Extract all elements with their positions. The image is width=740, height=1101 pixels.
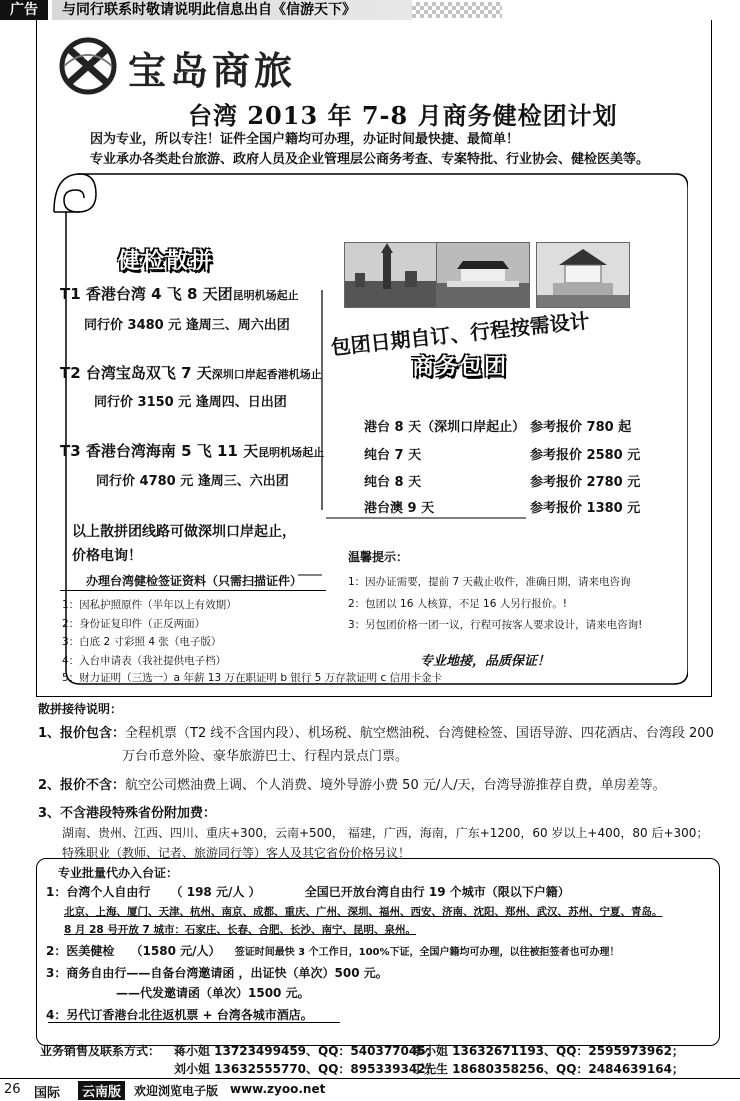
surcharge-text: 湖南、贵州、江西、四川、重庆+300，云南+500， 福建，广西，海南，广东+1200，60 岁以上+400，80 后+300； xyxy=(62,826,709,840)
visa-doc-item: 1：因私护照原件（半年以上有效期） xyxy=(62,599,237,611)
contact-4: 丁先生 18680358256、QQ：2484639164； xyxy=(412,1062,684,1076)
details-title: 散拼接待说明： xyxy=(38,702,123,716)
route-t3-note: 昆明机场起止 xyxy=(258,446,325,459)
package-row xyxy=(364,497,664,516)
footer-rule xyxy=(0,1078,740,1079)
price-include xyxy=(38,722,714,741)
package-name: 纯台 8 天 xyxy=(364,475,422,490)
route-t2-note: 深圳口岸起香港机场止 xyxy=(211,368,322,381)
item1-cities: 全国已开放台湾自由行 19 个城市（限以下户籍） xyxy=(304,885,570,899)
tours-title: 健检散拼 xyxy=(118,249,215,274)
package-price: 参考报价 2780 元 xyxy=(530,475,641,490)
agency-item-1 xyxy=(46,883,570,900)
palace-museum-photo xyxy=(436,242,530,308)
package-price: 参考报价 1380 元 xyxy=(530,501,641,516)
visa-docs-title: 办理台湾健检签证资料（只需扫描证件） xyxy=(86,574,303,588)
visa-doc-item: 5：财力证明（三选一）a 年薪 13 万在职证明 b 银行 5 万存款证明 c 信用卡金卡 xyxy=(62,672,443,684)
footer-edition: 云南版 xyxy=(78,1081,125,1100)
item4-underline xyxy=(48,1022,340,1023)
page-number: 26 xyxy=(4,1082,21,1097)
tip-item: 3：另包团价格一团一议，行程可按客人要求设计，请来电咨询! xyxy=(348,619,643,631)
custom-headline: 包团日期自订、行程按需设计 xyxy=(329,308,591,360)
contact-2: 李小姐 13632671193、QQ：2595973962； xyxy=(412,1044,684,1058)
package-name: 纯台 7 天 xyxy=(364,448,422,463)
package-row xyxy=(364,416,664,435)
route-t1-name: T1 香港台湾 4 飞 8 天团 xyxy=(60,285,233,303)
brand-name: 宝岛商旅 xyxy=(128,48,297,93)
memorial-hall-photo xyxy=(536,242,630,308)
surcharge-label: 3、不含港段特殊省份附加费： xyxy=(38,806,217,821)
route-t1 xyxy=(60,283,299,304)
taipei-skyline-photo xyxy=(344,242,438,308)
tips-title: 温馨提示： xyxy=(348,550,409,564)
agency-item-3: 3：商务自由行——自备台湾邀请函 ，出证快（单次）500 元。 xyxy=(46,966,388,980)
contact-label: 业务销售及联系方式： xyxy=(40,1044,161,1058)
item2-note: 签证时间最快 3 个工作日，100%下证，全国户籍均可办理，以往被拒签者也可办理！ xyxy=(234,947,620,958)
slogan-line-1: 因为专业，所以专注！证件全国户籍均可办理，办证时间最快捷、最简单！ xyxy=(90,132,520,147)
agency-item-3-cont: ——代发邀请函（单次）1500 元。 xyxy=(116,986,310,1000)
route-t1-price: 同行价 3480 元 逢周三、周六出团 xyxy=(84,318,290,333)
footer-welcome: 欢迎浏览电子版 xyxy=(134,1084,219,1098)
include-text-cont: 万台币意外险、豪华旅游巴士、行程内景点门票。 xyxy=(122,749,409,764)
exclude-text: 航空公司燃油费上调、个人消费、境外导游小费 50 元/人/天，台湾导游推荐自费，单房差等。 xyxy=(125,778,666,793)
visa-divider xyxy=(60,590,326,591)
footer-url[interactable]: www.zyoo.net xyxy=(230,1082,326,1096)
agency-title: 专业批量代办入台证： xyxy=(58,866,179,880)
slogan-line-2: 专业承办各类赴台旅游、政府人员及企业管理层公商务考查、专案特批、行业协会、健检医美等。 xyxy=(90,152,650,167)
package-name: 港台 8 天（深圳口岸起止） xyxy=(364,420,526,435)
item2-label: 2：医美健检 xyxy=(46,944,115,958)
brand-x-icon xyxy=(58,36,118,96)
price-exclude xyxy=(38,774,666,793)
include-text: 全程机票（T2 线不含国内段）、机场税、航空燃油税、台湾健检签、国语导游、四花酒店、台湾段 200 xyxy=(125,726,714,741)
visa-doc-item: 4：入台申请表（我社提供电子档） xyxy=(62,655,227,667)
include-label: 1、报价包含： xyxy=(38,726,126,741)
route-t3-price: 同行价 4780 元 逢周三、六出团 xyxy=(96,474,289,489)
tip-item: 2：包团以 16 人核算，不足 16 人另行报价。! xyxy=(348,598,567,610)
agency-item-2 xyxy=(46,942,620,959)
item2-price: （1580 元/人） xyxy=(130,944,221,958)
route-t2-name: T2 台湾宝岛双飞 7 天 xyxy=(60,364,212,382)
route-t3-name: T3 香港台湾海南 5 飞 11 天 xyxy=(60,442,259,460)
page-footer xyxy=(0,1078,740,1100)
checker-decoration xyxy=(412,2,502,18)
tip-item: 1：因办证需要，提前 7 天截止收件，准确日期，请来电咨询 xyxy=(348,576,631,588)
quality-slogan: 专业地接，品质保证！ xyxy=(420,654,551,669)
route-t2-price: 同行价 3150 元 逢周四、日出团 xyxy=(94,395,287,410)
tours-note xyxy=(72,520,296,568)
ad-label: 广告 xyxy=(0,0,48,20)
item1-price: （ 198 元/人 ） xyxy=(170,885,261,899)
contact-3: 刘小姐 13632555770、QQ：895339342； xyxy=(174,1062,438,1076)
route-t2 xyxy=(60,362,322,383)
new-city-list: 8 月 28 号开放 7 城市：石家庄、长春、合肥、长沙、南宁、昆明、泉州。 xyxy=(64,924,416,936)
plan-title: 台湾 2013 年 7-8 月商务健检团计划 xyxy=(188,101,618,130)
visa-doc-item: 2：身份证复印件（正反两面） xyxy=(62,618,206,630)
contact-1: 蒋小姐 13723499459、QQ：540377045； xyxy=(174,1044,438,1058)
source-notice: 与同行联系时敬请说明此信息出自《信游天下》 xyxy=(52,0,412,20)
visa-doc-item: 3：白底 2 寸彩照 4 张（电子版） xyxy=(62,636,222,648)
tours-note-line-2: 价格电询！ xyxy=(72,548,142,564)
exclude-label: 2、报价不含： xyxy=(38,778,126,793)
agency-item-4: 4：另代订香港台北往返机票 + 台湾各城市酒店。 xyxy=(46,1008,313,1022)
business-group-title: 商务包团 xyxy=(412,355,509,380)
item1-label: 1：台湾个人自由行 xyxy=(46,885,151,899)
package-row xyxy=(364,444,664,463)
package-row xyxy=(364,471,664,490)
city-list: 北京、上海、厦门、天津、杭州、南京、成都、重庆、广州、深圳、福州、西安、济南、沈阳、郑州、武汉、苏州、宁夏、青岛。 xyxy=(64,906,663,918)
route-t3 xyxy=(60,440,324,461)
surcharge-text-cont: 特殊职业（教师、记者、旅游同行等）客人及其它省份价格另议！ xyxy=(62,846,411,860)
footer-section: 国际 xyxy=(34,1086,61,1101)
route-t1-note: 昆明机场起止 xyxy=(232,289,299,302)
package-price: 参考报价 2580 元 xyxy=(530,448,641,463)
tours-note-line-1: 以上散拼团线路可做深圳口岸起止， xyxy=(72,524,296,540)
package-price: 参考报价 780 起 xyxy=(530,420,632,435)
package-name: 港台澳 9 天 xyxy=(364,501,435,516)
